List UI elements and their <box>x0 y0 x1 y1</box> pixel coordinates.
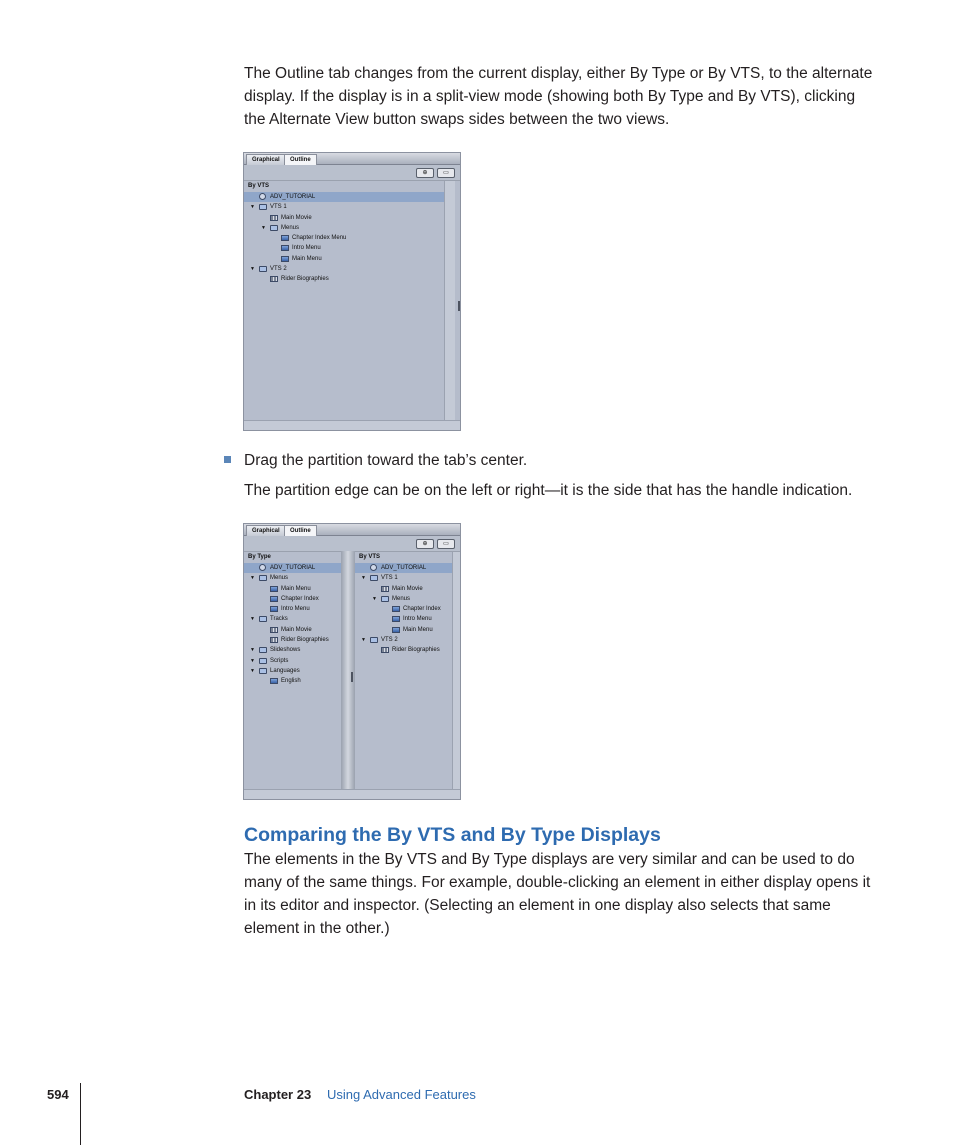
tree-row[interactable] <box>355 645 452 655</box>
folder-icon <box>370 575 378 581</box>
toolbar <box>244 165 460 181</box>
pane-title-by-type: By Type <box>248 554 271 560</box>
tree-row[interactable] <box>244 584 341 594</box>
by-type-tree <box>244 563 341 687</box>
folder-icon <box>259 668 267 674</box>
folder-icon <box>259 575 267 581</box>
tab-outline[interactable]: Outline <box>284 525 317 536</box>
tree-row[interactable] <box>244 274 447 284</box>
movie-icon <box>381 586 389 592</box>
tree-row[interactable] <box>244 254 447 264</box>
movie-icon <box>270 637 278 643</box>
tree-row[interactable] <box>244 233 447 243</box>
chapter-title: Using Advanced Features <box>327 1087 476 1102</box>
alternate-view-button[interactable]: ▭ <box>437 168 455 178</box>
menu-icon <box>270 586 278 592</box>
disclosure-triangle-icon[interactable]: ▼ <box>250 657 255 664</box>
by-vts-pane <box>244 181 447 421</box>
tree-row[interactable] <box>244 614 341 624</box>
folder-icon <box>381 596 389 602</box>
tree-row[interactable] <box>244 192 447 202</box>
horizontal-scrollbar[interactable] <box>244 420 460 430</box>
tree-row-label: ADV_TUTORIAL <box>381 565 427 571</box>
disclosure-triangle-icon[interactable]: ▼ <box>372 595 377 602</box>
tree-row[interactable] <box>244 573 341 583</box>
tree-row[interactable] <box>355 604 452 614</box>
section-paragraph: The elements in the By VTS and By Type displays are very similar and can be used to do many of the same things. For example, double-clicking an element in either display opens it in its editor and inspector. (Selecting an element in one display also selects that same element in the other.) <box>244 851 871 937</box>
tree-row[interactable] <box>244 264 447 274</box>
menu-icon <box>270 678 278 684</box>
tree-row-label: Main Menu <box>403 626 433 633</box>
tree-row-label: VTS 1 <box>270 204 287 211</box>
tree-row-label: Chapter Index Menu <box>292 235 347 242</box>
tree-row[interactable] <box>355 563 452 573</box>
tree-row-label: English <box>281 678 301 685</box>
partition-handle[interactable] <box>351 672 353 682</box>
tree-row[interactable] <box>244 243 447 253</box>
disc-icon <box>259 193 266 200</box>
page-number: 594 <box>47 1087 69 1102</box>
pane-title-by-vts: By VTS <box>359 554 381 560</box>
disclosure-triangle-icon[interactable]: ▼ <box>361 637 366 644</box>
alternate-view-button[interactable]: ▭ <box>437 539 455 549</box>
outline-tab-screenshot-by-vts <box>243 152 461 431</box>
tree-row[interactable] <box>244 666 341 676</box>
disc-icon <box>259 564 266 571</box>
bullet-text: Drag the partition toward the tab’s center. <box>244 452 528 469</box>
partition-paragraph: The partition edge can be on the left or right—it is the side that has the handle indication. <box>244 482 853 499</box>
folder-icon <box>259 266 267 272</box>
tab-graphical[interactable]: Graphical <box>246 525 286 536</box>
tab-bar <box>244 524 460 536</box>
toolbar <box>244 536 460 552</box>
tree-row-label: Menus <box>281 224 300 231</box>
tree-row-label: VTS 1 <box>381 575 398 582</box>
vertical-scrollbar[interactable] <box>444 181 455 421</box>
tree-row-label: Main Movie <box>392 585 423 592</box>
tree-row-label: Intro Menu <box>281 606 310 613</box>
tree-row[interactable] <box>244 223 447 233</box>
tree-row-label: ADV_TUTORIAL <box>270 565 316 571</box>
menu-icon <box>392 627 400 633</box>
outline-tree <box>244 192 447 285</box>
tree-row[interactable] <box>355 625 452 635</box>
by-type-pane <box>244 552 341 790</box>
disclosure-triangle-icon[interactable]: ▼ <box>261 224 266 231</box>
tab-graphical[interactable]: Graphical <box>246 154 286 165</box>
tree-row-label: Rider Biographies <box>281 637 329 644</box>
tree-row-label: VTS 2 <box>270 266 287 273</box>
disclosure-triangle-icon[interactable]: ▼ <box>250 575 255 582</box>
tree-row[interactable] <box>355 635 452 645</box>
tree-row-label: Intro Menu <box>292 245 321 252</box>
disclosure-triangle-icon[interactable]: ▼ <box>361 575 366 582</box>
movie-icon <box>270 627 278 633</box>
tree-row-label: Chapter Index <box>403 606 441 613</box>
tree-row-label: Rider Biographies <box>392 647 440 654</box>
vertical-scrollbar[interactable] <box>452 552 460 790</box>
tree-row[interactable] <box>244 635 341 645</box>
chapter-label: Chapter 23 <box>244 1087 312 1102</box>
tree-row-label: Main Movie <box>281 214 312 221</box>
by-vts-pane <box>355 552 452 790</box>
bullet-marker <box>224 456 231 463</box>
display-options-button[interactable]: ⊕ <box>416 539 434 549</box>
outline-tab-screenshot-split-view <box>243 523 461 800</box>
disclosure-triangle-icon[interactable]: ▼ <box>250 647 255 654</box>
folder-icon <box>259 647 267 653</box>
tree-row[interactable] <box>244 594 341 604</box>
tree-row-label: Main Menu <box>292 255 322 262</box>
tree-row[interactable] <box>244 625 341 635</box>
section-heading: Comparing the By VTS and By Type Displays <box>244 824 661 846</box>
movie-icon <box>381 647 389 653</box>
menu-icon <box>281 245 289 251</box>
tree-row-label: Menus <box>270 575 289 582</box>
folder-icon <box>259 658 267 664</box>
tab-bar <box>244 153 460 165</box>
menu-icon <box>281 235 289 241</box>
tree-row[interactable] <box>355 614 452 624</box>
movie-icon <box>270 276 278 282</box>
disclosure-triangle-icon[interactable]: ▼ <box>250 204 255 211</box>
tree-row-label: Main Movie <box>281 626 312 633</box>
folder-icon <box>270 225 278 231</box>
tree-row[interactable] <box>244 202 447 212</box>
tree-row-label: Languages <box>270 667 300 674</box>
tree-row[interactable] <box>244 656 341 666</box>
tree-row-label: Chapter Index <box>281 595 319 602</box>
tree-row[interactable] <box>355 594 452 604</box>
tree-row-label: Scripts <box>270 657 289 664</box>
tree-row[interactable] <box>244 604 341 614</box>
horizontal-scrollbar[interactable] <box>244 789 460 799</box>
disclosure-triangle-icon[interactable]: ▼ <box>250 266 255 273</box>
tree-row[interactable] <box>244 563 341 573</box>
partition-handle[interactable] <box>458 301 460 311</box>
movie-icon <box>270 215 278 221</box>
folder-icon <box>259 204 267 210</box>
tree-row[interactable] <box>355 573 452 583</box>
disclosure-triangle-icon[interactable]: ▼ <box>250 667 255 674</box>
tree-row-label: Main Menu <box>281 585 311 592</box>
tree-row[interactable] <box>244 645 341 655</box>
folder-icon <box>259 616 267 622</box>
by-vts-tree <box>355 563 452 656</box>
tree-row[interactable] <box>244 213 447 223</box>
tree-row[interactable] <box>355 584 452 594</box>
tree-row[interactable] <box>244 676 341 686</box>
tree-row-label: VTS 2 <box>381 637 398 644</box>
menu-icon <box>281 256 289 262</box>
tree-row-label: ADV_TUTORIAL <box>270 194 316 200</box>
disclosure-triangle-icon[interactable]: ▼ <box>250 616 255 623</box>
menu-icon <box>270 606 278 612</box>
tab-outline[interactable]: Outline <box>284 154 317 165</box>
folder-icon <box>370 637 378 643</box>
tree-row-label: Intro Menu <box>403 616 432 623</box>
tree-row-label: Slideshows <box>270 647 301 654</box>
tree-row-label: Rider Biographies <box>281 276 329 283</box>
tree-row-label: Menus <box>392 595 411 602</box>
menu-icon <box>270 596 278 602</box>
display-options-button[interactable]: ⊕ <box>416 168 434 178</box>
intro-paragraph: The Outline tab changes from the current display, either By Type or By VTS, to the alternate display. If the display is in a split-view mode (showing both By Type and By VTS), clicking the Alternate View button swaps sides between the two views. <box>244 65 873 128</box>
menu-icon <box>392 606 400 612</box>
menu-icon <box>392 616 400 622</box>
pane-title: By VTS <box>248 183 270 189</box>
footer-divider <box>80 1083 81 1145</box>
tree-row-label: Tracks <box>270 616 288 623</box>
disc-icon <box>370 564 377 571</box>
